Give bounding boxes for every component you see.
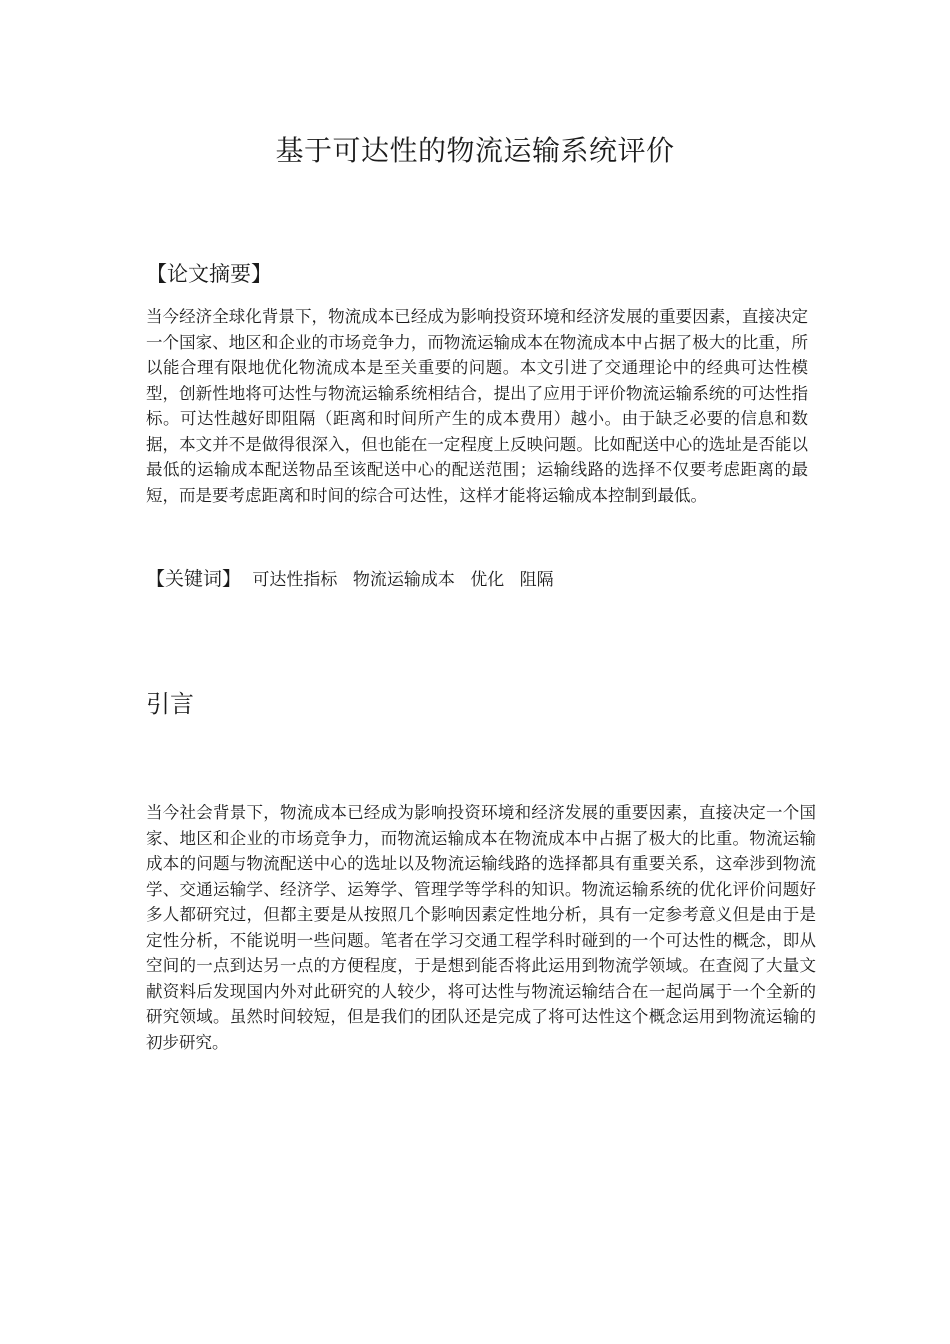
keywords-line xyxy=(146,566,808,593)
abstract-heading: 【论文摘要】 xyxy=(146,262,272,286)
keyword-item: 优化 xyxy=(470,570,505,590)
keyword-item: 阻隔 xyxy=(519,570,554,590)
abstract-body: 当今经济全球化背景下，物流成本已经成为影响投资环境和经济发展的重要因素，直接决定一个国家、地区和企业的市场竞争力，而物流运输成本在物流成本中占据了极大的比重，所以能合理有限地优化物流成本是至关重要的问题。本文引进了交通理论中的经典可达性模型，创新性地将可达性与物流运输系统相结合，提出了应用于评价物流运输系统的可达性指标。可达性越好即阻隔（距离和时间所产生的成本费用）越小。由于缺乏必要的信息和数据，本文并不是做得很深入，但也能在一定程度上反映问题。比如配送中心的选址是否能以最低的运输成本配送物品至该配送中心的配送范围；运输线路的选择不仅要考虑距离的最短，而是要考虑距离和时间的综合可达性，这样才能将运输成本控制到最低。 xyxy=(146,307,808,505)
document-title: 基于可达性的物流运输系统评价 xyxy=(275,134,675,167)
introduction-body: 当今社会背景下，物流成本已经成为影响投资环境和经济发展的重要因素，直接决定一个国家、地区和企业的市场竞争力，而物流运输成本在物流成本中占据了极大的比重。物流运输成本的问题与物流配送中心的选址以及物流运输线路的选择都具有重要关系，这牵涉到物流学、交通运输学、经济学、运筹学、管理学等学科的知识。物流运输系统的优化评价问题好多人都研究过，但都主要是从按照几个影响因素定性地分析，具有一定参考意义但是由于是定性分析，不能说明一些问题。笔者在学习交通工程学科时碰到的一个可达性的概念，即从空间的一点到达另一点的方便程度，于是想到能否将此运用到物流学领域。在查阅了大量文献资料后发现国内外对此研究的人较少，将可达性与物流运输结合在一起尚属于一个全新的研究领域。虽然时间较短，但是我们的团队还是完成了将可达性这个概念运用到物流运输的初步研究。 xyxy=(146,803,816,1052)
introduction-heading: 引言 xyxy=(146,690,194,718)
keyword-item: 物流运输成本 xyxy=(352,570,455,590)
keywords-label: 【关键词】 xyxy=(146,568,242,590)
keyword-item: 可达性指标 xyxy=(252,570,338,590)
